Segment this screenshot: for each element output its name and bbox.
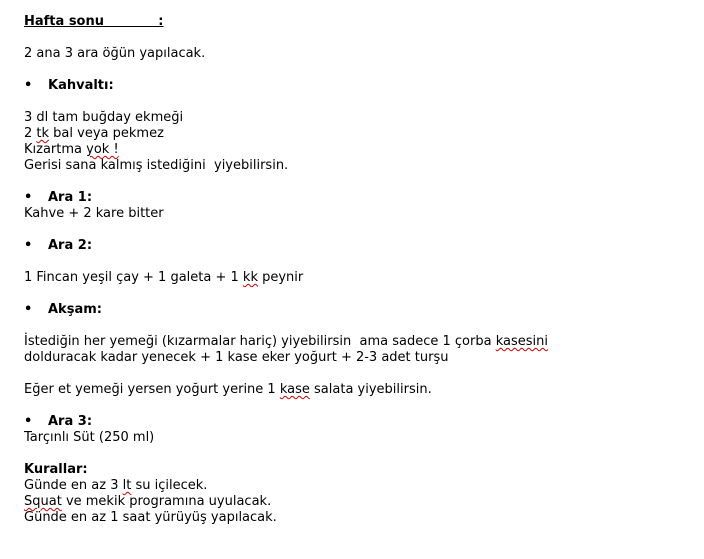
spellcheck-word: Squat (24, 494, 62, 509)
kurallar-line-3: Günde en az 1 saat yürüyüş yapılacak. (24, 510, 277, 525)
heading-text: Kahvaltı: (48, 78, 114, 93)
text-run: Günde en az 3 (24, 478, 123, 493)
ara1-line: Kahve + 2 kare bitter (24, 206, 164, 221)
document-title: Hafta sonu : (24, 14, 164, 29)
spellcheck-word: lt (122, 478, 132, 493)
text-run: 2 (24, 126, 37, 141)
bullet-icon: • (24, 190, 33, 205)
spellcheck-word: yok ! (86, 142, 119, 157)
text-run: peynir (257, 270, 304, 285)
bullet-icon: • (24, 78, 33, 93)
heading-text: Akşam: (48, 302, 102, 317)
section-heading-ara2 (24, 238, 684, 254)
kurallar-line-2 (24, 494, 684, 510)
section-heading-ara1 (24, 190, 684, 206)
aksam-line-1 (24, 334, 684, 350)
text-run: Kızartma (24, 142, 87, 157)
text-run: Eğer et yemeği yersen yoğurt yerine 1 (24, 382, 280, 397)
kurallar-line-1 (24, 478, 684, 494)
heading-text: Ara 2: (48, 238, 93, 253)
kahvalti-line-2 (24, 126, 684, 142)
section-heading-kahvalti (24, 78, 684, 94)
kahvalti-line-4: Gerisi sana kalmış istediğini yiyebilirsin. (24, 158, 289, 173)
spellcheck-word: kasesini (495, 334, 548, 349)
aksam-line-2: dolduracak kadar yenecek + 1 kase eker yoğurt + 2-3 adet turşu (24, 350, 449, 365)
section-heading-ara3 (24, 414, 684, 430)
kahvalti-line-3 (24, 142, 684, 158)
text-run: bal veya pekmez (49, 126, 164, 141)
ara3-line: Tarçınlı Süt (250 ml) (24, 430, 155, 445)
text-run: su içilecek. (131, 478, 208, 493)
text-run: 1 Fincan yeşil çay + 1 galeta + 1 (24, 270, 243, 285)
kurallar-heading: Kurallar: (24, 462, 88, 477)
text-run: ve mekik programına uyulacak. (61, 494, 272, 509)
heading-text: Ara 3: (48, 414, 93, 429)
bullet-icon: • (24, 302, 33, 317)
kahvalti-line-1: 3 dl tam buğday ekmeği (24, 110, 184, 125)
ara2-line (24, 270, 684, 286)
intro-text: 2 ana 3 ara öğün yapılacak. (24, 46, 206, 61)
spellcheck-word: tk (36, 126, 50, 141)
spellcheck-word: kase (279, 382, 310, 397)
spellcheck-word: kk (242, 270, 258, 285)
bullet-icon: • (24, 414, 33, 429)
text-run: İstediğin her yemeği (kızarmalar hariç) yiyebilirsin ama sadece 1 çorba (24, 334, 496, 349)
section-heading-aksam (24, 302, 684, 318)
aksam-line-3 (24, 382, 684, 398)
document-body (24, 14, 684, 526)
bullet-icon: • (24, 238, 33, 253)
heading-text: Ara 1: (48, 190, 93, 205)
text-run: salata yiyebilirsin. (309, 382, 432, 397)
